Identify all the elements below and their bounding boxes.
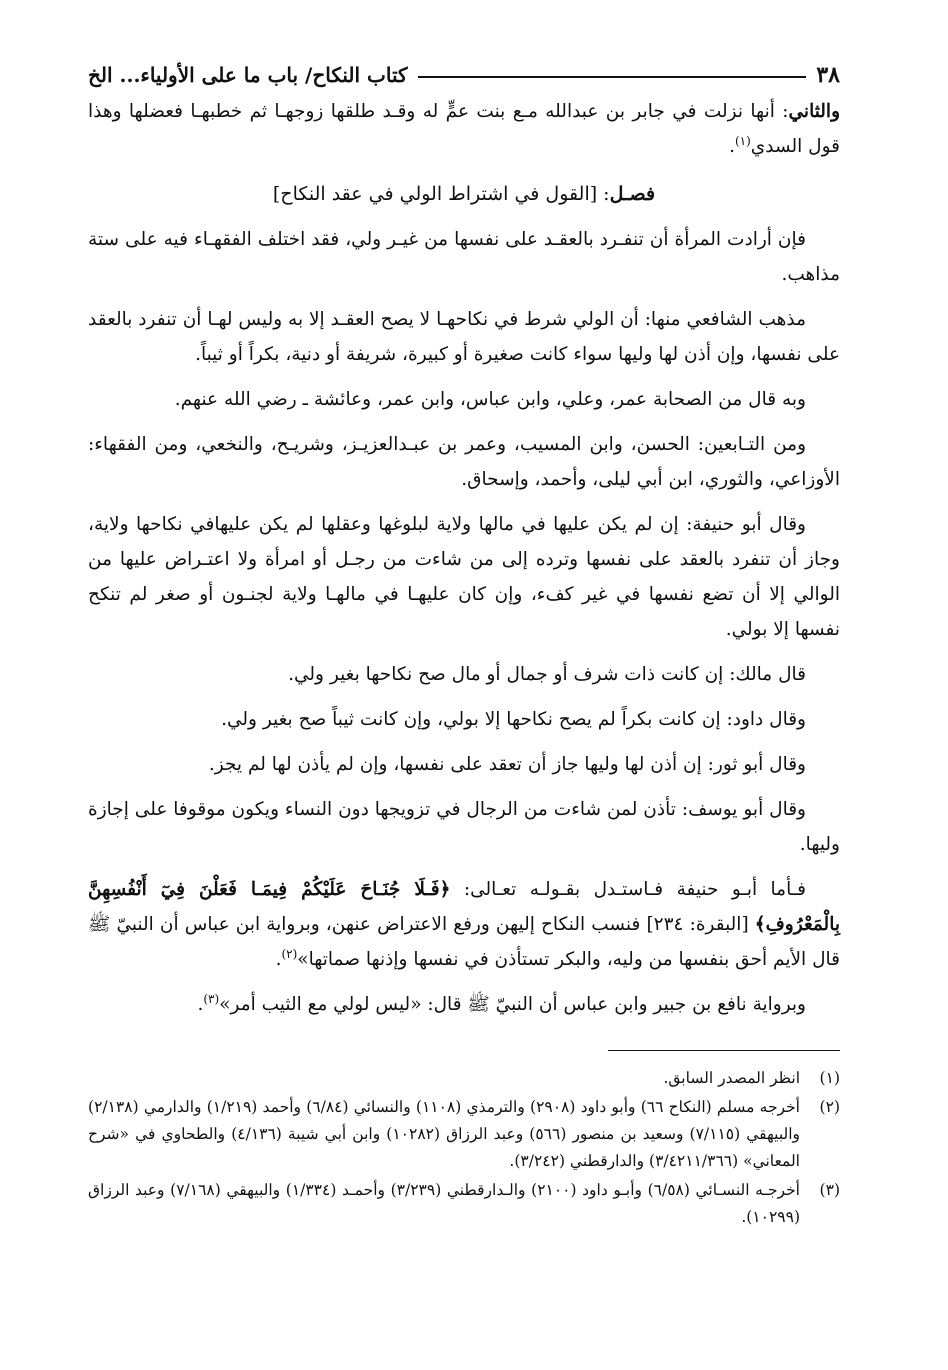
footnote-ref[interactable]: (٣) xyxy=(203,991,220,1006)
punctuation: . xyxy=(197,994,204,1015)
footnote-separator xyxy=(608,1050,840,1051)
footnote-number: (١) xyxy=(819,1069,840,1087)
page-number: ٣٨ xyxy=(816,62,840,88)
book-page xyxy=(88,58,840,1358)
punctuation: . xyxy=(729,136,735,157)
header-rule xyxy=(418,76,807,78)
paragraph-followers: ومن التـابعين: الحسن، وابن المسيب، وعمر بن عبـدالعزيـز، وشريـح، والنخعي، ومن الفقهاء: الأوزاعي، والثوري، ابن أبي ليلى، وأحمد، وإسحاق. xyxy=(88,434,840,490)
footnote-number: (٣) xyxy=(819,1181,840,1199)
section-title: : [القول في اشتراط الولي في عقد النكاح] xyxy=(272,183,610,205)
quran-verse: ﴿فَـلَا جُنَـاحَ عَلَيْكُمْ فِيمَـا فَعَلْنَ فِيٓ أَنْفُسِهِنَّ بِالْمَعْرُوفِ﴾ xyxy=(88,879,840,935)
page-header xyxy=(88,58,840,92)
paragraph-abu-thawr: وقال أبو ثور: إن أذن لها وليها جاز أن تعقد على نفسها، وإن لم يأذن لها لم يجز. xyxy=(208,754,806,775)
footnote-number: (٢) xyxy=(819,1098,840,1116)
footnote xyxy=(88,1177,840,1231)
section-keyword: فصـل xyxy=(609,183,656,205)
paragraph-nafi xyxy=(88,987,840,1022)
footnote-ref[interactable]: (٢) xyxy=(281,946,298,961)
paragraph-text: : أنها نزلت في جابر بن عبدالله مـع بنت عمٍّ له وقـد طلقها زوجهـا ثم خطبهـا فعضلها وهذا قول السدي xyxy=(88,101,840,157)
footnote-text: انظر المصدر السابق. xyxy=(663,1069,800,1087)
running-title: كتاب النكاح/ باب ما على الأولياء... الخ xyxy=(88,63,408,87)
paragraph-text: فـأما أبـو حنيفة فـاستـدل بقـولـه تعـالى: xyxy=(450,879,806,900)
footnote xyxy=(88,1094,840,1175)
footnote-ref[interactable]: (١) xyxy=(734,133,751,148)
footnote-text: أخرجـه النسـائي (٦/٥٨) وأبـو داود (٢١٠٠) والـدارقطني (٣/٢٣٩) وأحمـد (١/٣٣٤) والبيهقي (٧/١٦٨) وعبد الرزاق (١٠٢٩٩). xyxy=(88,1181,800,1226)
paragraph-dawud: وقال داود: إن كانت بكراً لم يصح نكاحها إلا بولي، وإن كانت ثيباً صح بغير ولي. xyxy=(221,709,806,730)
section-heading xyxy=(88,174,840,214)
footnote-text: أخرجه مسلم (النكاح ٦٦) وأبو داود (٢٩٠٨) والترمذي (١١٠٨) والنسائي (٦/٨٤) وأحمد (١/٢١٩) والدارمي (٢/١٣٨) والبيهقي (٧/١١٥) وسعيد بن منصور (٥٦٦) وعبد الرزاق (١٠٢٨٢) وابن أبي شيبة (٤/١٣٦) والطحاوي في «شرح المعاني» (٣/٤٢١١/٣٦٦) والدارقطني (٣/٢٤٢). xyxy=(88,1098,801,1170)
paragraph-shafii: مذهب الشافعي منها: أن الولي شرط في نكاحهـا لا يصح العقـد إلا به وليس لهـا أن تنفرد بالعقد على نفسها، وإن أذن لها وليها سواء كانت صغيرة أو كبيرة، شريفة أو دنية، بكراً أو ثيباً. xyxy=(88,309,840,365)
paragraph-abu-hanifa: وقال أبو حنيفة: إن لم يكن عليها في مالها ولاية لبلوغها وعقلها لم يكن عليهافي نكاحها ولاية، وجاز أن تنفرد بالعقد على نفسها وترده إلى من شاءت من رجـل أو امرأة ولا اعتـراض عليها من الوالي إلا أن تضع نفسها في غير كفء، وإن كان عليهـا في مالهـا ولاية لجنـون أو صغر لم تنكح نفسها إلا بولي. xyxy=(88,514,840,640)
punctuation: . xyxy=(275,949,282,970)
paragraph-malik: قال مالك: إن كانت ذات شرف أو جمال أو مال صح نكاحها بغير ولي. xyxy=(288,664,806,685)
paragraph-text: وبرواية نافع بن جبير وابن عباس أن النبيّ ﷺ قال: «ليس لولي مع الثيب أمر» xyxy=(219,994,806,1015)
footnote xyxy=(88,1065,840,1092)
paragraph-abu-yusuf: وقال أبو يوسف: تأذن لمن شاءت من الرجال في تزويجها دون النساء ويكون موقوفا على إجازة وليها. xyxy=(88,799,840,855)
paragraph-text: [البقرة: ٢٣٤] فنسب النكاح إليهن ورفع الاعتراض عنهن، وبرواية ابن عباس أن النبيّ ﷺ قال الأيم أحق بنفسها من وليه، والبكر تستأذن في نفسها وإذنها صماتها» xyxy=(88,914,840,970)
paragraph-evidence xyxy=(88,872,840,977)
paragraph-second-opinion xyxy=(88,94,840,164)
paragraph-lead: والثاني xyxy=(788,101,840,122)
paragraph-companions: وبه قال من الصحابة عمر، وعلي، وابن عباس، وابن عمر، وعائشة ـ رضي الله عنهم. xyxy=(174,389,806,410)
paragraph-intro: فإن أرادت المرأة أن تنفـرد بالعقـد على نفسها من غيـر ولي، فقد اختلف الفقهـاء فيه على ستة مذاهب. xyxy=(88,229,840,285)
